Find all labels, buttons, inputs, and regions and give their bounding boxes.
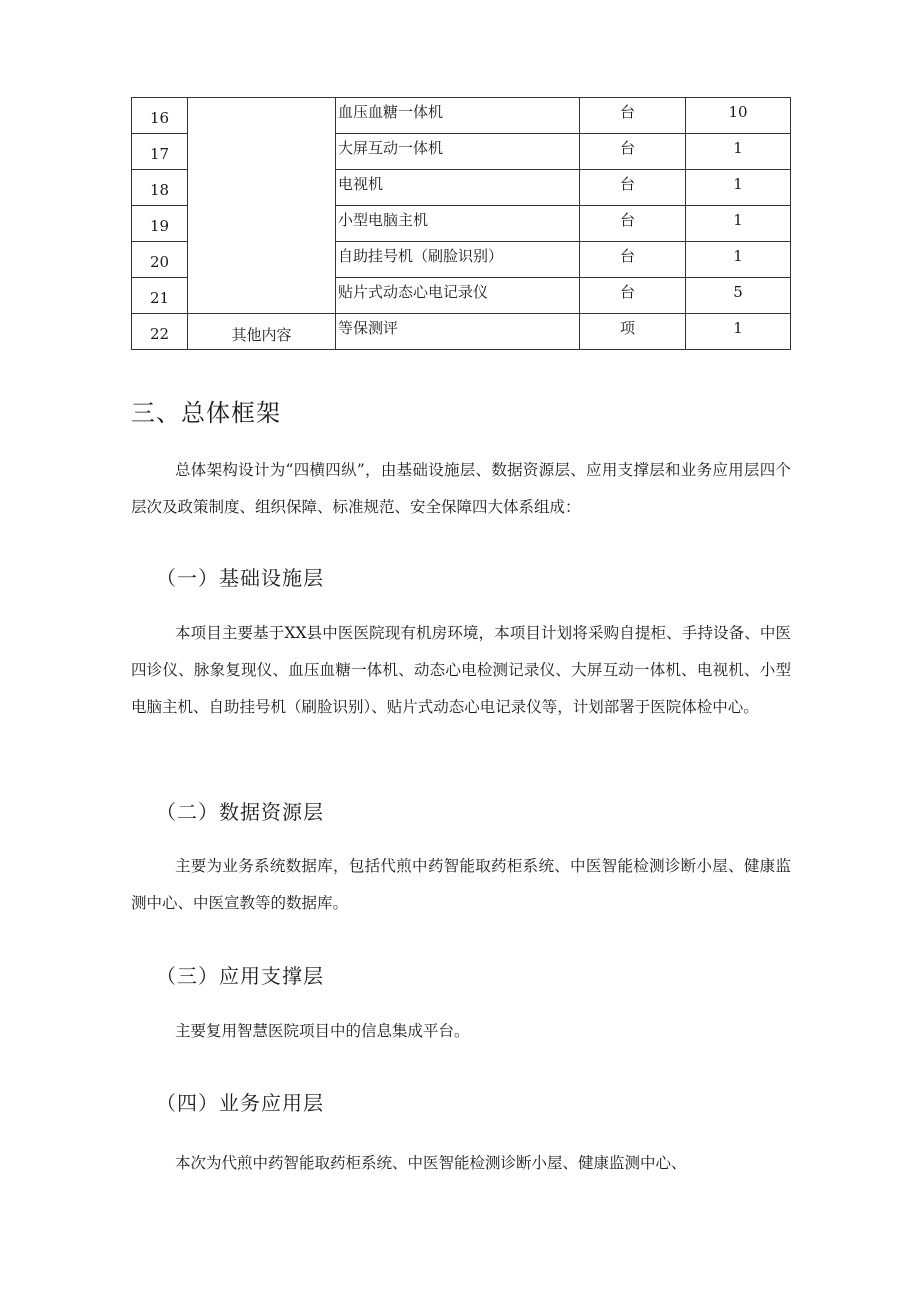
item-quantity: 1: [686, 242, 791, 278]
item-unit: 台: [580, 170, 686, 206]
row-number: 20: [132, 242, 188, 278]
item-name: 电视机: [336, 170, 580, 206]
subsection-title-app-support: （三）应用支撑层: [156, 964, 324, 988]
table-row: [132, 314, 791, 350]
subsection-title-business-apps: （四）业务应用层: [156, 1091, 324, 1115]
item-unit: 台: [580, 278, 686, 314]
item-quantity: 5: [686, 278, 791, 314]
item-name: 小型电脑主机: [336, 206, 580, 242]
item-quantity: 1: [686, 134, 791, 170]
item-name: 等保测评: [336, 314, 580, 350]
paragraph-business-apps: 本次为代煎中药智能取药柜系统、中医智能检测诊断小屋、健康监测中心、: [175, 1154, 687, 1172]
row-number: 19: [132, 206, 188, 242]
paragraph-app-support: 主要复用智慧医院项目中的信息集成平台。: [175, 1022, 470, 1040]
item-unit: 台: [580, 206, 686, 242]
item-quantity: 1: [686, 314, 791, 350]
paragraph-infrastructure: 本项目主要基于XX县中医医院现有机房环境，本项目计划将采购自提柜、手持设备、中医四诊仪、脉象复现仪、血压血糖一体机、动态心电检测记录仪、大屏互动一体机、电视机、小型电脑主机、自助挂号机（刷脸识别）、贴片式动态心电记录仪等，计划部署于医院体检中心。: [131, 624, 791, 716]
item-quantity: 10: [686, 98, 791, 134]
item-unit: 台: [580, 98, 686, 134]
item-quantity: 1: [686, 170, 791, 206]
subsection-title-infrastructure: （一）基础设施层: [156, 566, 324, 590]
row-number: 18: [132, 170, 188, 206]
item-name: 贴片式动态心电记录仪: [336, 278, 580, 314]
paragraph-data-resources: 主要为业务系统数据库，包括代煎中药智能取药柜系统、中医智能检测诊断小屋、健康监测中心、中医宣教等的数据库。: [131, 857, 791, 912]
equipment-table: [131, 97, 791, 350]
subsection-title-data-resources: （二）数据资源层: [156, 800, 324, 824]
item-unit: 项: [580, 314, 686, 350]
section-title: 三、总体框架: [131, 399, 281, 427]
item-name: 血压血糖一体机: [336, 98, 580, 134]
category-cell-empty: [188, 98, 336, 314]
row-number: 17: [132, 134, 188, 170]
item-unit: 台: [580, 134, 686, 170]
row-number: 16: [132, 98, 188, 134]
item-unit: 台: [580, 242, 686, 278]
row-number: 22: [132, 314, 188, 350]
item-name: 大屏互动一体机: [336, 134, 580, 170]
section-intro-paragraph: 总体架构设计为“四横四纵”，由基础设施层、数据资源层、应用支撑层和业务应用层四个层次及政策制度、组织保障、标准规范、安全保障四大体系组成：: [131, 461, 791, 516]
item-category: 其他内容: [188, 314, 336, 350]
row-number: 21: [132, 278, 188, 314]
item-quantity: 1: [686, 206, 791, 242]
item-name: 自助挂号机（刷脸识别）: [336, 242, 580, 278]
table-row: [132, 98, 791, 134]
